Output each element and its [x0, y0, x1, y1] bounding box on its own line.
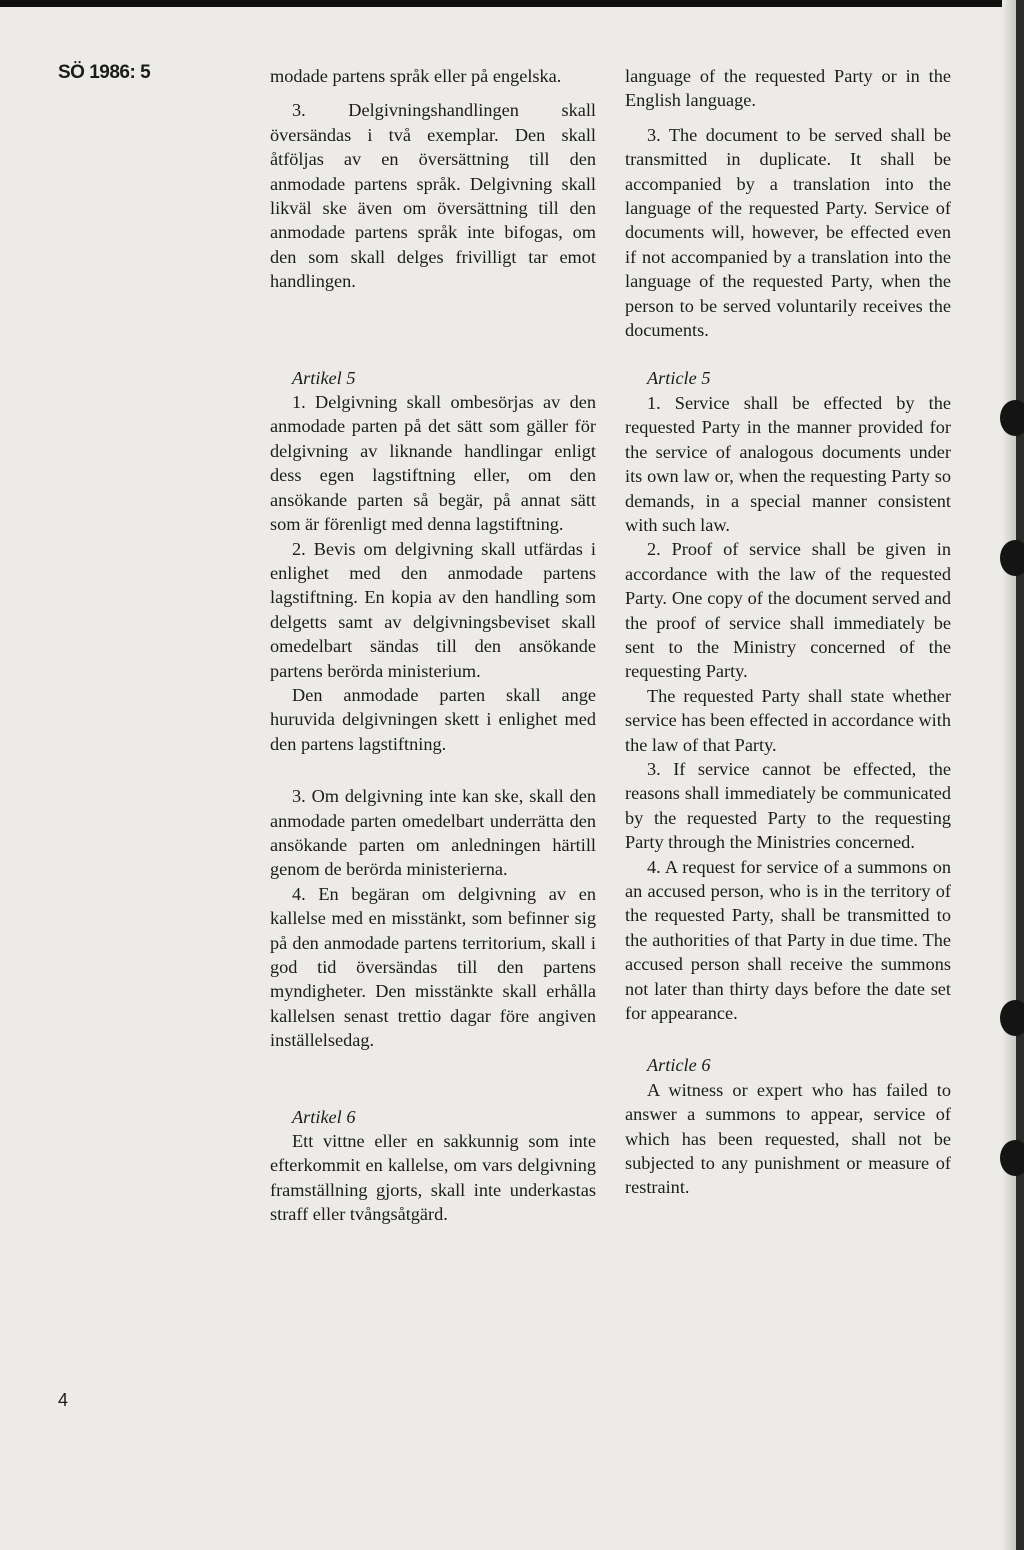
article5-paragraph2b: Den anmodade parten skall ange huruvida delgivningen skett i enlighet med den partens lagstiftning.	[270, 684, 596, 754]
swedish-column	[270, 64, 596, 1227]
english-column	[625, 64, 951, 1200]
article5-heading: Article 5	[647, 368, 711, 389]
punch-hole	[1000, 400, 1024, 436]
article5-paragraph4: 4. En begäran om delgivning av en kallelse med en misstänkt, som befinner sig på den anmodade partens territorium, skall i god tid översändas till den partens myndigheter. Den misstänkte skall erhålla kallelsen senast trettio dagar före angiven inställelsedag.	[270, 883, 596, 1051]
article6-paragraph1: Ett vittne eller en sakkunnig som inte efterkommit en kallelse, om vars delgivning framställning gjorts, skall inte underkastas straff eller tvångsåtgärd.	[270, 1131, 596, 1225]
article5-paragraph3: 3. Om delgivning inte kan ske, skall den anmodade parten omedelbart underrätta den ansökande parten om anledningen härtill genom de berörda ministerierna.	[270, 786, 596, 880]
paragraph-continuation: language of the requested Party or in the English language.	[625, 66, 951, 111]
article5-paragraph4: 4. A request for service of a summons on an accused person, who is in the territory of the requested Party, shall be transmitted to the authorities of that Party in due time. The accused person shall receive the summons not later than thirty days before the date set for appearance.	[625, 856, 951, 1024]
punch-hole	[1000, 540, 1024, 576]
article5-paragraph1: 1. Service shall be effected by the requested Party in the manner provided for the service of analogous documents under its own law or, when the requesting Party so demands, in a special manner consistent with such law.	[625, 392, 951, 535]
article4-paragraph3: 3. Delgivningshandlingen skall översändas i två exemplar. Den skall åtföljas av en översättning till den anmodade partens språk. Delgivning skall likväl ske även om översättning till den anmodade partens språk inte bifogas, om den som skall delges frivilligt tar emot handlingen.	[270, 100, 596, 292]
article5-paragraph1: 1. Delgivning skall ombesörjas av den anmodade parten på det sätt som gäller för delgivning av liknande handlingar enligt dess egen lagstiftning eller, om den ansökande parten så begär, på annat sätt som är förenligt med denna lagstiftning.	[270, 392, 596, 535]
article5-paragraph2a: 2. Proof of service shall be given in accordance with the law of the requested Party. One copy of the document served and the proof of service shall immediately be sent to the Ministry concerned of the requesting Party.	[625, 539, 951, 682]
article6-heading: Artikel 6	[292, 1106, 356, 1127]
page-number: 4	[58, 1390, 69, 1410]
article5-paragraph2b: The requested Party shall state whether service has been effected in accordance with the law of that Party.	[625, 685, 951, 755]
article5-heading: Artikel 5	[292, 367, 356, 388]
punch-hole	[1000, 1000, 1024, 1036]
article5-paragraph2a: 2. Bevis om delgivning skall utfärdas i enlighet med den anmodade partens lagstiftning. En kopia av den handling som delgetts samt av delgivningsbeviset skall omedelbart sändas till den ansökande partens berörda ministerium.	[270, 538, 596, 681]
page-edge-shadow	[1002, 0, 1016, 1550]
document-id: SÖ 1986: 5	[58, 62, 151, 83]
top-border	[0, 0, 1024, 7]
article5-paragraph3: 3. If service cannot be effected, the reasons shall immediately be communicated by the requested Party to the requesting Party through the Ministries concerned.	[625, 758, 951, 853]
paragraph-continuation: modade partens språk eller på engelska.	[270, 66, 562, 86]
page-edge	[1016, 0, 1024, 1550]
article6-heading: Article 6	[647, 1055, 711, 1076]
article4-paragraph3: 3. The document to be served shall be transmitted in duplicate. It shall be accompanied by a translation into the language of the requested Party. Service of documents will, however, be effected even if not accompanied by a translation into the language of the requested Party, when the person to be served voluntarily receives the documents.	[625, 124, 951, 341]
article6-paragraph1: A witness or expert who has failed to answer a summons to appear, service of which has been requested, shall not be subjected to any punishment or measure of restraint.	[625, 1079, 951, 1198]
punch-hole	[1000, 1140, 1024, 1176]
